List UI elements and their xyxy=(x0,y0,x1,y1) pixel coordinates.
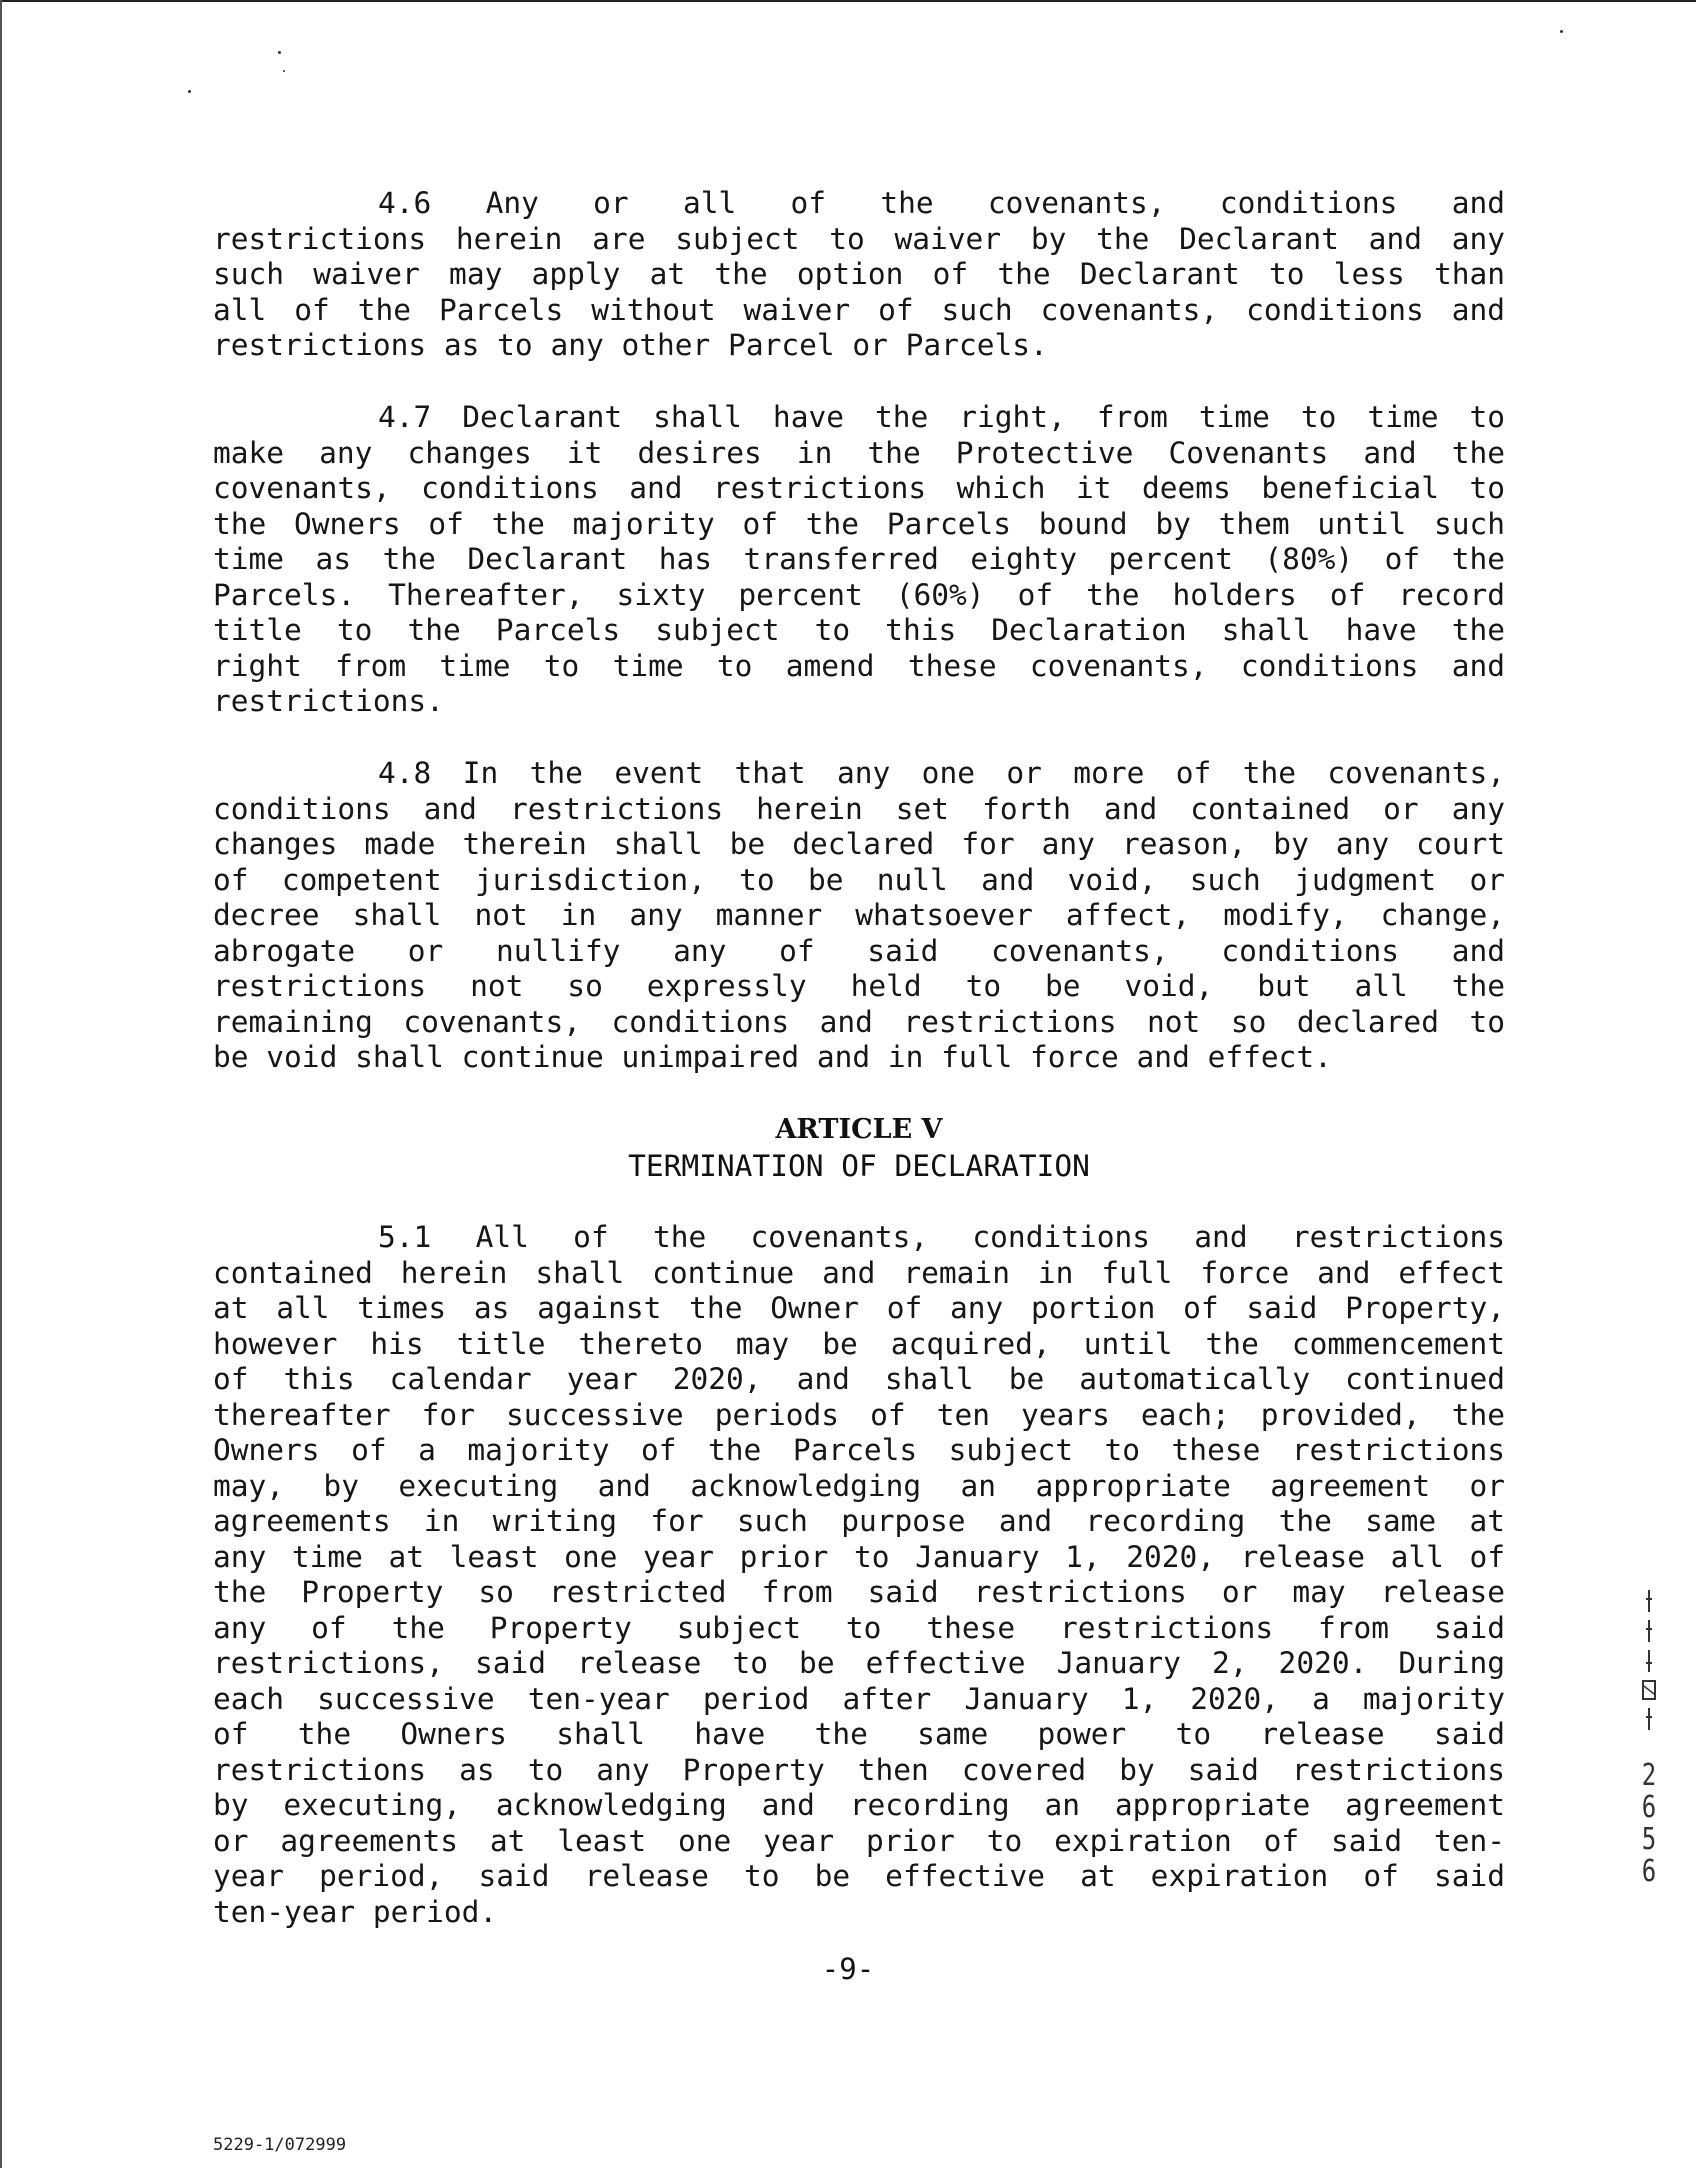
text-line: agreements in writing for such purpose and recording the same at xyxy=(213,1504,1505,1538)
article-number: ARTICLE V xyxy=(775,1114,943,1145)
text-line: Parcels. Thereafter, sixty percent (60%) of the holders of record xyxy=(213,577,1505,612)
paragraph-4-7 xyxy=(213,400,1505,720)
stamp-mark-icon xyxy=(1645,1590,1653,1612)
text-line: 4.8 In the event that any one or more of the covenants, xyxy=(378,756,1505,790)
text-line: restrictions, said release to be effective January 2, 2020. During xyxy=(213,1646,1505,1680)
paragraph-5-1 xyxy=(213,1220,1505,1930)
text-line: restrictions as to any Property then covered by said restrictions xyxy=(213,1752,1505,1787)
stamp-mark-icon xyxy=(1645,1620,1653,1642)
text-line: restrictions. xyxy=(213,684,444,718)
stamp-digit: 2 xyxy=(1641,1758,1657,1793)
text-line: abrogate or nullify any of said covenants, conditions and xyxy=(213,933,1505,968)
text-line: any time at least one year prior to January 1, 2020, release all of xyxy=(213,1539,1505,1574)
text-line: changes made therein shall be declared for any reason, by any court xyxy=(213,827,1505,861)
text-line: remaining covenants, conditions and restrictions not so declared to xyxy=(213,1004,1505,1039)
text-line: or agreements at least one year prior to expiration of said ten- xyxy=(213,1823,1505,1858)
text-line: such waiver may apply at the option of the Declarant to less than xyxy=(213,257,1505,291)
text-line: any of the Property subject to these restrictions from said xyxy=(213,1610,1505,1645)
text-line: 4.7 Declarant shall have the right, from time to time to xyxy=(378,400,1505,434)
text-line: thereafter for successive periods of ten years each; provided, the xyxy=(213,1397,1505,1432)
scan-speck xyxy=(188,90,191,93)
text-line: the Owners of the majority of the Parcels bound by them until such xyxy=(213,506,1505,541)
text-line: restrictions not so expressly held to be void, but all the xyxy=(213,969,1505,1003)
text-line: conditions and restrictions herein set forth and contained or any xyxy=(213,791,1505,826)
scan-border-left xyxy=(0,0,2,2168)
text-line: right from time to time to amend these covenants, conditions and xyxy=(213,648,1505,683)
text-line: ten-year period. xyxy=(213,1894,498,1929)
text-line: covenants, conditions and restrictions which it deems beneficial to xyxy=(213,471,1505,505)
text-line: year period, said release to be effective at expiration of said xyxy=(213,1859,1505,1893)
text-line: of the Owners shall have the same power to release said xyxy=(213,1717,1505,1751)
text-line: each successive ten-year period after January 1, 2020, a majority xyxy=(213,1681,1505,1716)
text-line: restrictions as to any other Parcel or Parcels. xyxy=(213,328,1048,362)
text-line: title to the Parcels subject to this Declaration shall have the xyxy=(213,613,1505,647)
document-footer-code: 5229-1/072999 xyxy=(213,2135,347,2155)
paragraph-4-6 xyxy=(213,186,1505,364)
stamp-digit: 5 xyxy=(1641,1822,1657,1857)
stamp-mark-icon xyxy=(1645,1650,1653,1672)
scan-speck xyxy=(283,70,285,72)
text-line: 5.1 All of the covenants, conditions and restrictions xyxy=(378,1220,1505,1254)
text-line: be void shall continue unimpaired and in full force and effect. xyxy=(213,1040,1332,1074)
page-number: -9- xyxy=(821,1952,875,1986)
scan-border-top xyxy=(0,0,1696,2)
article-title: TERMINATION OF DECLARATION xyxy=(628,1149,1090,1183)
text-line: 4.6 Any or all of the covenants, conditions and xyxy=(378,186,1505,220)
text-line: of this calendar year 2020, and shall be automatically continued xyxy=(213,1362,1505,1396)
text-line: contained herein shall continue and remain in full force and effect xyxy=(213,1255,1505,1290)
text-line: decree shall not in any manner whatsoever affect, modify, change, xyxy=(213,898,1505,932)
text-line: of competent jurisdiction, to be null and void, such judgment or xyxy=(213,862,1505,897)
text-line: Owners of a majority of the Parcels subject to these restrictions xyxy=(213,1433,1505,1467)
stamp-digit: 6 xyxy=(1641,1854,1657,1889)
stamp-digit: 6 xyxy=(1641,1790,1657,1825)
text-line: by executing, acknowledging and recording an appropriate agreement xyxy=(213,1788,1505,1822)
stamp-mark-icon xyxy=(1645,1708,1653,1730)
text-line: all of the Parcels without waiver of such covenants, conditions and xyxy=(213,292,1505,327)
text-line: however his title thereto may be acquired, until the commencement xyxy=(213,1326,1505,1361)
stamp-box-icon xyxy=(1642,1680,1656,1700)
text-line: at all times as against the Owner of any portion of said Property, xyxy=(213,1291,1505,1325)
paragraph-4-8 xyxy=(213,756,1505,1076)
text-line: may, by executing and acknowledging an appropriate agreement or xyxy=(213,1468,1505,1503)
scan-speck xyxy=(278,51,281,54)
text-line: restrictions herein are subject to waiver by the Declarant and any xyxy=(213,221,1505,256)
margin-recording-stamp xyxy=(1636,1590,1662,1888)
text-line: time as the Declarant has transferred eighty percent (80%) of the xyxy=(213,542,1505,576)
scan-speck xyxy=(1560,30,1563,33)
text-line: make any changes it desires in the Protective Covenants and the xyxy=(213,435,1505,470)
text-line: the Property so restricted from said restrictions or may release xyxy=(213,1575,1505,1609)
